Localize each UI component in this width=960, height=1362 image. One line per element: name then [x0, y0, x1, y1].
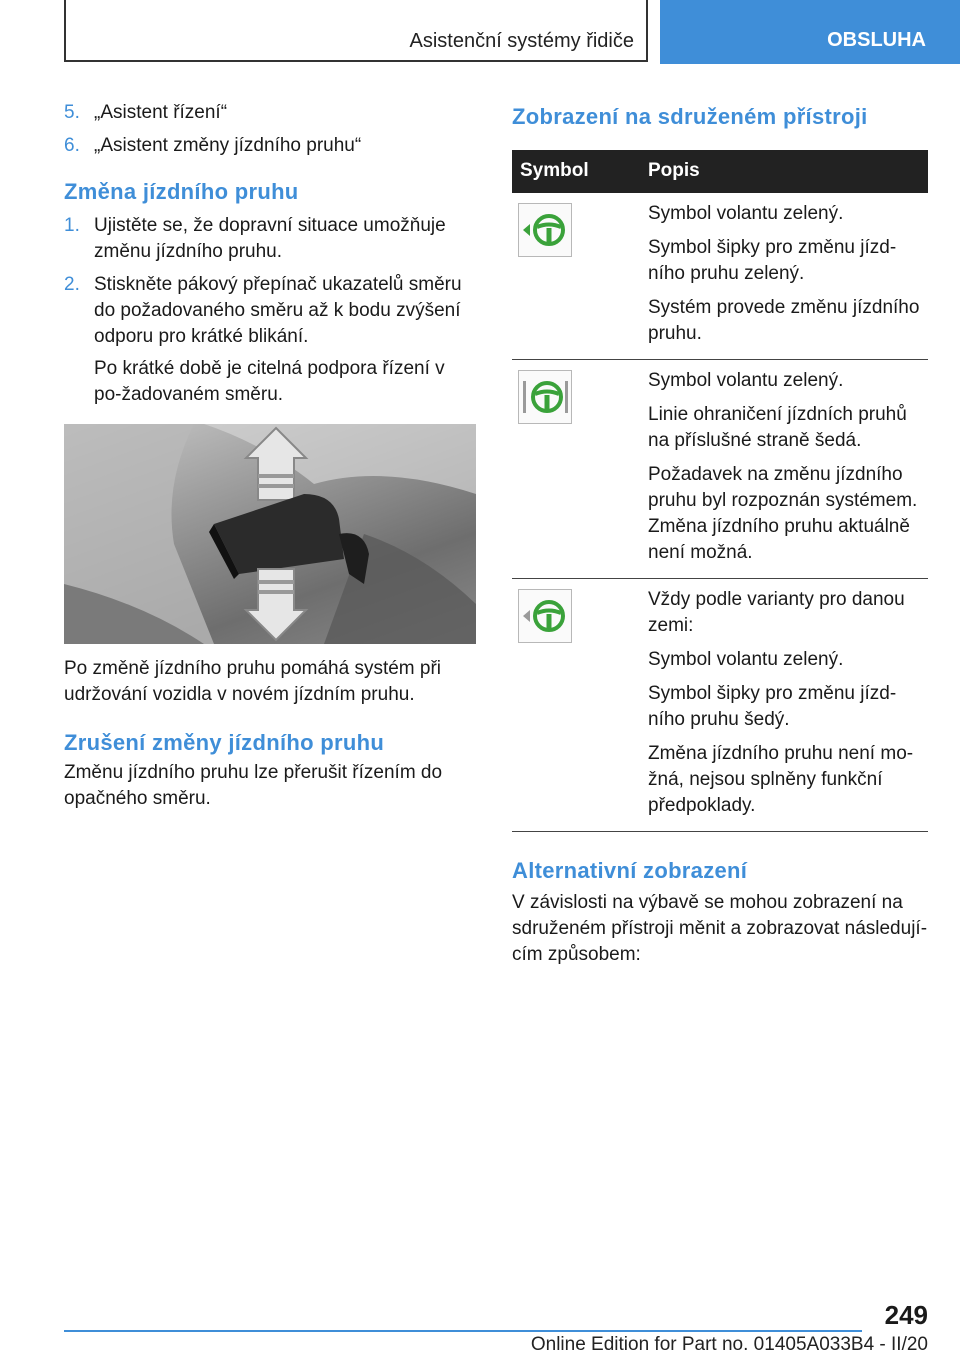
steering-wheel-green-grey-arrow-icon: [518, 589, 572, 643]
list-number: 1.: [64, 215, 80, 236]
list-item: [64, 272, 476, 408]
list-item: [64, 100, 476, 126]
list-item: [64, 213, 476, 265]
steering-wheel-green-lane-lines-icon: [518, 370, 572, 424]
list-number: 6.: [64, 135, 80, 156]
list-text: „Asistent řízení“: [94, 102, 228, 123]
description-line: Linie ohraničení jízdních pruhů na příslušné straně šedá.: [648, 404, 907, 451]
table-row: [512, 579, 928, 832]
after-change-text: Po změně jízdního pruhu pomáhá systém při udržování vozidla v novém jízdním pruhu.: [64, 658, 442, 705]
symbol-cell: [512, 193, 640, 360]
symbol-table: [512, 150, 928, 832]
col-symbol-header: Symbol: [512, 150, 640, 193]
table-row: [512, 360, 928, 579]
list-text: Ujistěte se, že dopravní situace umožňuje změnu jízdního pruhu.: [94, 215, 446, 262]
symbol-cell: [512, 360, 640, 579]
alternative-display-text: V závislosti na výbavě se mohou zobrazení na sdruženém přístroji měnit a zobrazovat následují‐cím způsobem:: [512, 892, 928, 965]
list-number: 5.: [64, 102, 80, 123]
page-number: 249: [884, 1300, 928, 1330]
section-title-box: [64, 0, 648, 62]
description-line: Symbol šipky pro změnu jízd‐ního pruhu zelený.: [648, 237, 897, 284]
section-title: Asistenční systémy řidiče: [409, 30, 634, 52]
cancel-text: Změnu jízdního pruhu lze přerušit řízením do opačného směru.: [64, 762, 443, 809]
edition-text: Online Edition for Part no. 01405A033B4 - II/20: [530, 1334, 928, 1355]
description-line: Systém provede změnu jízdního pruhu.: [648, 297, 920, 344]
chapter-tab-label: OBSLUHA: [827, 29, 926, 51]
heading-alternative-display: Alternativní zobrazení: [512, 858, 748, 883]
symbol-cell: [512, 579, 640, 832]
turn-signal-lever-photo: [64, 424, 476, 644]
left-column: [64, 100, 476, 812]
description-cell: [640, 579, 928, 832]
description-cell: [640, 360, 928, 579]
chapter-tab[interactable]: [660, 0, 960, 64]
numbered-list-top: [64, 100, 476, 159]
list-subtext: Po krátké době je citelná podpora řízení v po‐žadovaném směru.: [94, 358, 445, 405]
description-cell: [640, 193, 928, 360]
table-row: [512, 193, 928, 360]
col-description-header: Popis: [640, 150, 928, 193]
list-text: Stiskněte pákový přepínač ukazatelů směru do požadovaného směru až k bodu zvýšení odporu pro krátké blikání.: [94, 274, 462, 347]
heading-lane-change: Změna jízdního pruhu: [64, 179, 299, 204]
steps-list: [64, 213, 476, 408]
lever-illustration: [64, 424, 476, 644]
list-item: [64, 133, 476, 159]
heading-cluster-display: Zobrazení na sdruženém přístroji: [512, 104, 868, 129]
table-header-row: [512, 150, 928, 193]
description-line: Symbol šipky pro změnu jízd‐ního pruhu šedý.: [648, 683, 897, 730]
list-text: „Asistent změny jízdního pruhu“: [94, 135, 362, 156]
list-number: 2.: [64, 274, 80, 295]
description-line: Požadavek na změnu jízdního pruhu byl rozpoznán systémem. Změna jízdního pruhu aktuálně není možná.: [648, 464, 918, 563]
footer-divider: [64, 1330, 862, 1332]
description-line: Vždy podle varianty pro danou zemi:: [648, 589, 905, 636]
steering-wheel-green-arrow-left-icon: [518, 203, 572, 257]
description-line: Symbol volantu zelený.: [648, 203, 844, 224]
description-line: Symbol volantu zelený.: [648, 649, 844, 670]
right-column: [512, 100, 928, 968]
description-line: Změna jízdního pruhu není mo‐žná, nejsou splněny funkční předpoklady.: [648, 743, 914, 816]
page-header: [0, 0, 960, 66]
heading-cancel-change: Zrušení změny jízdního pruhu: [64, 730, 385, 755]
description-line: Symbol volantu zelený.: [648, 370, 844, 391]
